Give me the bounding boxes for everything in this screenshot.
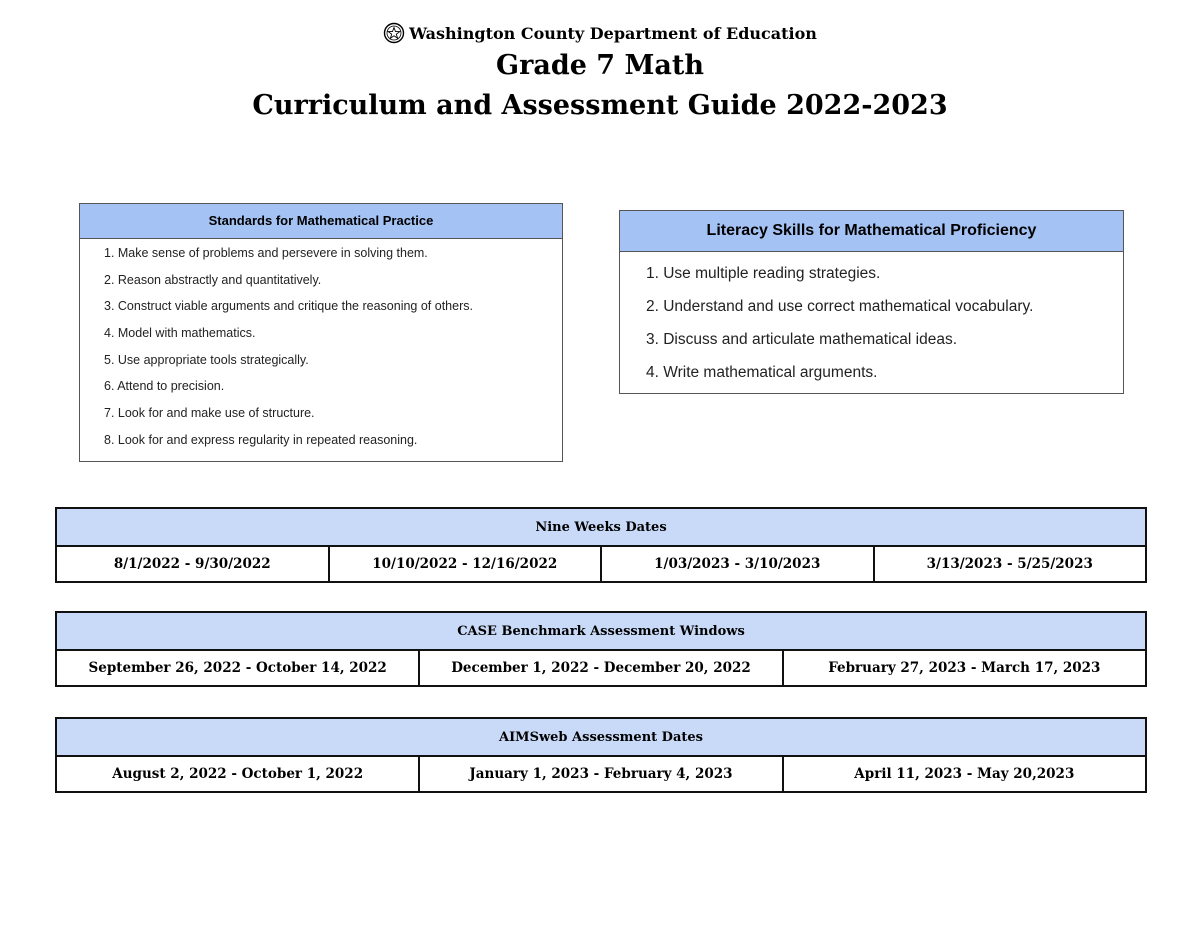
list-item: 7. Look for and make use of structure. — [104, 406, 315, 421]
list-item: 3. Discuss and articulate mathematical ideas. — [646, 331, 958, 348]
seal-icon — [383, 22, 405, 44]
table-row — [56, 650, 1146, 686]
standards-heading: Standards for Mathematical Practice — [80, 204, 562, 239]
date-range-cell: December 1, 2022 - December 20, 2022 — [419, 650, 782, 686]
standards-list — [80, 239, 562, 459]
list-item: 4. Write mathematical arguments. — [646, 364, 878, 381]
literacy-box — [619, 210, 1124, 394]
date-range-cell: 10/10/2022 - 12/16/2022 — [329, 546, 602, 582]
list-item: 6. Attend to precision. — [104, 379, 225, 394]
literacy-list — [620, 252, 1123, 396]
list-item: 5. Use appropriate tools strategically. — [104, 352, 309, 367]
date-range-cell: 1/03/2023 - 3/10/2023 — [601, 546, 874, 582]
aimsweb-table — [55, 717, 1147, 793]
list-item: 1. Make sense of problems and persevere in solving them. — [104, 246, 428, 260]
literacy-heading: Literacy Skills for Mathematical Proficiency — [620, 211, 1123, 252]
aimsweb-caption: AIMSweb Assessment Dates — [56, 718, 1146, 756]
list-item: 8. Look for and express regularity in repeated reasoning. — [104, 432, 418, 447]
date-range-cell: April 11, 2023 - May 20,2023 — [783, 756, 1146, 792]
page-title: Grade 7 Math — [496, 50, 704, 81]
date-range-cell: August 2, 2022 - October 1, 2022 — [56, 756, 419, 792]
date-range-cell: 3/13/2023 - 5/25/2023 — [874, 546, 1147, 582]
date-range-cell: January 1, 2023 - February 4, 2023 — [419, 756, 782, 792]
org-name: Washington County Department of Education — [409, 23, 817, 43]
list-item: 3. Construct viable arguments and critique the reasoning of others. — [104, 299, 473, 314]
case-benchmark-caption: CASE Benchmark Assessment Windows — [56, 612, 1146, 650]
document-header — [0, 20, 1200, 126]
page-subtitle: Curriculum and Assessment Guide 2022-2023 — [252, 90, 948, 121]
date-range-cell: 8/1/2022 - 9/30/2022 — [56, 546, 329, 582]
list-item: 2. Understand and use correct mathematical vocabulary. — [646, 298, 1034, 315]
table-row — [56, 546, 1146, 582]
case-benchmark-table — [55, 611, 1147, 687]
standards-box — [79, 203, 563, 462]
table-row — [56, 756, 1146, 792]
nine-weeks-caption: Nine Weeks Dates — [56, 508, 1146, 546]
org-line — [0, 20, 1200, 46]
list-item: 2. Reason abstractly and quantitatively. — [104, 272, 322, 287]
list-item: 4. Model with mathematics. — [104, 326, 256, 341]
date-range-cell: September 26, 2022 - October 14, 2022 — [56, 650, 419, 686]
nine-weeks-table — [55, 507, 1147, 583]
date-range-cell: February 27, 2023 - March 17, 2023 — [783, 650, 1146, 686]
list-item: 1. Use multiple reading strategies. — [646, 265, 881, 282]
